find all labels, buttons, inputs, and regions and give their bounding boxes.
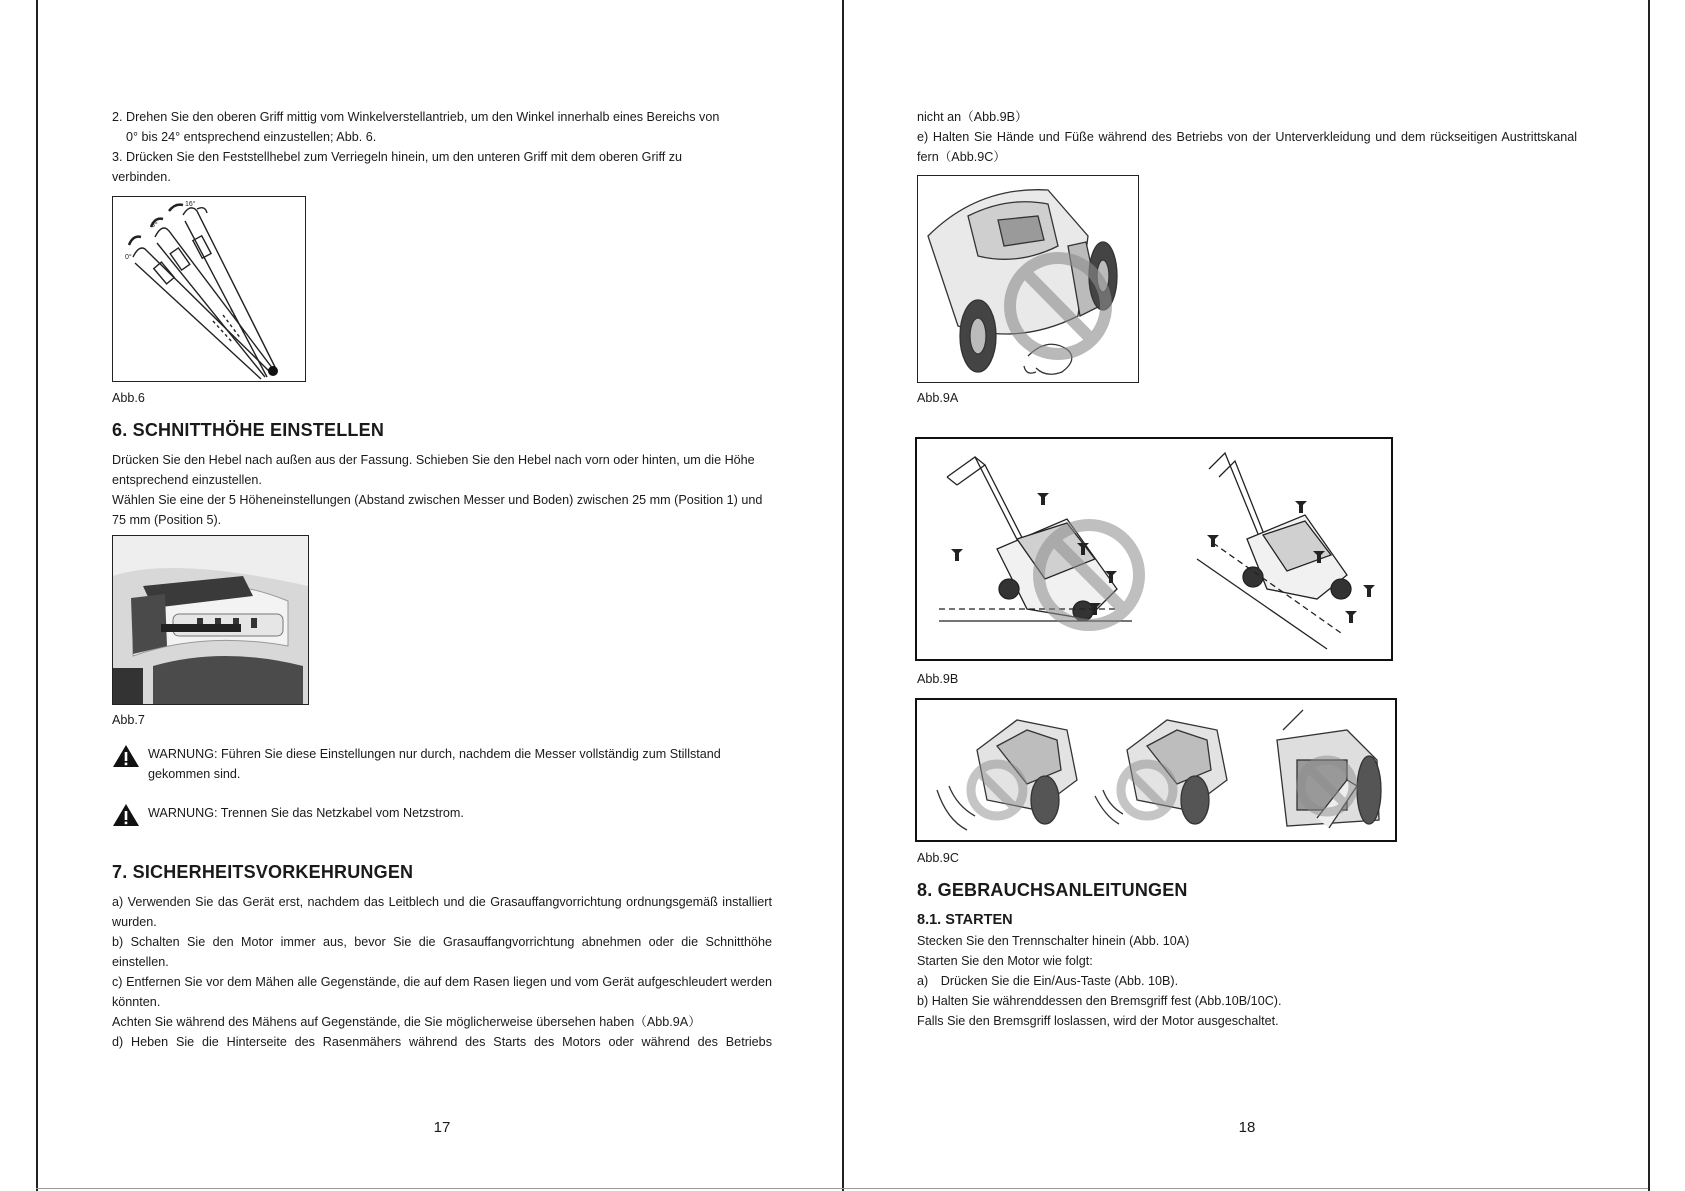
section-6-paragraph-2: Wählen Sie eine der 5 Höheneinstellungen (Abstand zwischen Messer und Boden) zwischen 25 mm (Position 1) und 75 mm (Position 5). [112, 493, 763, 527]
section-8-1-line-5: Falls Sie den Bremsgriff loslassen, wird der Motor ausgeschaltet. [917, 1014, 1279, 1028]
section-8-1-line-1: Stecken Sie den Trennschalter hinein (Abb. 10A) [917, 934, 1190, 948]
figure-9c-hands-away [915, 698, 1397, 842]
section-6-title: 6. SCHNITTHÖHE EINSTELLEN [112, 420, 385, 440]
figure-9a-caption: Abb.9A [917, 391, 959, 405]
page-number-18: 18 [1238, 1119, 1256, 1136]
section-7-item-a: a) Verwenden Sie das Gerät erst, nachdem das Leitblech und die Grasauffangvorrichtung ordnungsgemäß installiert wurden. [112, 895, 772, 929]
step-2-line-1: 2. Drehen Sie den oberen Griff mittig vom Winkelverstellantrieb, um den Winkel innerhalb eines Bereichs von [112, 110, 720, 124]
figure-6-handle-angles [112, 196, 306, 382]
warning-1 [112, 744, 772, 784]
right-border-line [1648, 0, 1650, 1191]
height-lever-photo-illustration [113, 536, 308, 704]
figure-9b-caption: Abb.9B [917, 672, 959, 686]
center-fold-line [842, 0, 844, 1191]
step-3: 3. Drücken Sie den Feststellhebel zum Verriegeln hinein, um den unteren Griff mit dem oberen Griff zu verbinden. [112, 150, 683, 184]
page-number-17: 17 [433, 1119, 451, 1136]
step-2-line-2: 0° bis 24° entsprechend einzustellen; Abb. 6. [126, 130, 377, 144]
section-7-item-d: d) Heben Sie die Hinterseite des Rasenmähers während des Starts des Motors oder während des Betriebs [112, 1035, 772, 1049]
section-7-title: 7. SICHERHEITSVORKEHRUNGEN [112, 862, 414, 882]
page-17 [112, 0, 772, 1191]
mower-obstacle-illustration [918, 176, 1138, 382]
section-7-item-c-note: Achten Sie während des Mähens auf Gegenstände, die Sie möglicherweise übersehen haben（Abb.9A） [112, 1015, 701, 1029]
section-8-1-line-4: b) Halten Sie währenddessen den Bremsgriff fest (Abb.10B/10C). [917, 994, 1282, 1008]
figure-9a-mower-obstacle [917, 175, 1139, 383]
figure-9c-caption: Abb.9C [917, 851, 960, 865]
section-6-paragraph-1: Drücken Sie den Hebel nach außen aus der Fassung. Schieben Sie den Hebel nach vorn oder hinten, um die Höhe entsprechend einzustellen. [112, 453, 755, 487]
label-16-deg: 16° [185, 201, 196, 208]
figure-6-caption: Abb.6 [112, 391, 145, 405]
warning-triangle-icon [112, 803, 140, 827]
label-0-deg: 0° [125, 254, 132, 261]
figure-7-caption: Abb.7 [112, 713, 145, 727]
section-8-1-title: 8.1. STARTEN [917, 912, 1013, 928]
tilted-mower-illustration [917, 439, 1391, 659]
figure-7-height-lever-photo [112, 535, 309, 705]
warning-2-text: WARNUNG: Trennen Sie das Netzkabel vom Netzstrom. [148, 806, 464, 820]
page-18 [917, 0, 1577, 1191]
figure-9b-tilted-mower [915, 437, 1393, 661]
warning-1-text: WARNUNG: Führen Sie diese Einstellungen nur durch, nachdem die Messer vollständig zum Stillstand gekommen sind. [148, 747, 721, 781]
section-8-1-line-2: Starten Sie den Motor wie folgt: [917, 954, 1093, 968]
left-border-line [36, 0, 38, 1191]
section-7-item-c: c) Entfernen Sie vor dem Mähen alle Gegenstände, die auf dem Rasen liegen und vom Gerät aufgeschleudert werden könnten. [112, 975, 772, 1009]
section-8-title: 8. GEBRAUCHSANLEITUNGEN [917, 880, 1188, 900]
section-7-item-b: b) Schalten Sie den Motor immer aus, bevor Sie die Grasauffangvorrichtung abnehmen oder die Schnitthöhe einstellen. [112, 935, 772, 969]
label-8-deg: 8° [151, 222, 158, 229]
section-8-1-line-3: a) Drücken Sie die Ein/Aus-Taste (Abb. 10B). [917, 974, 1179, 988]
warning-2 [112, 803, 772, 827]
section-7-item-d-continued: nicht an（Abb.9B） [917, 110, 1028, 124]
hands-away-illustration [917, 700, 1395, 840]
warning-triangle-icon [112, 744, 140, 768]
section-7-item-e: e) Halten Sie Hände und Füße während des Betriebs von der Unterverkleidung und dem rückseitigen Austrittskanal fern（Abb.9C） [917, 130, 1577, 164]
handle-angle-illustration [113, 197, 305, 381]
